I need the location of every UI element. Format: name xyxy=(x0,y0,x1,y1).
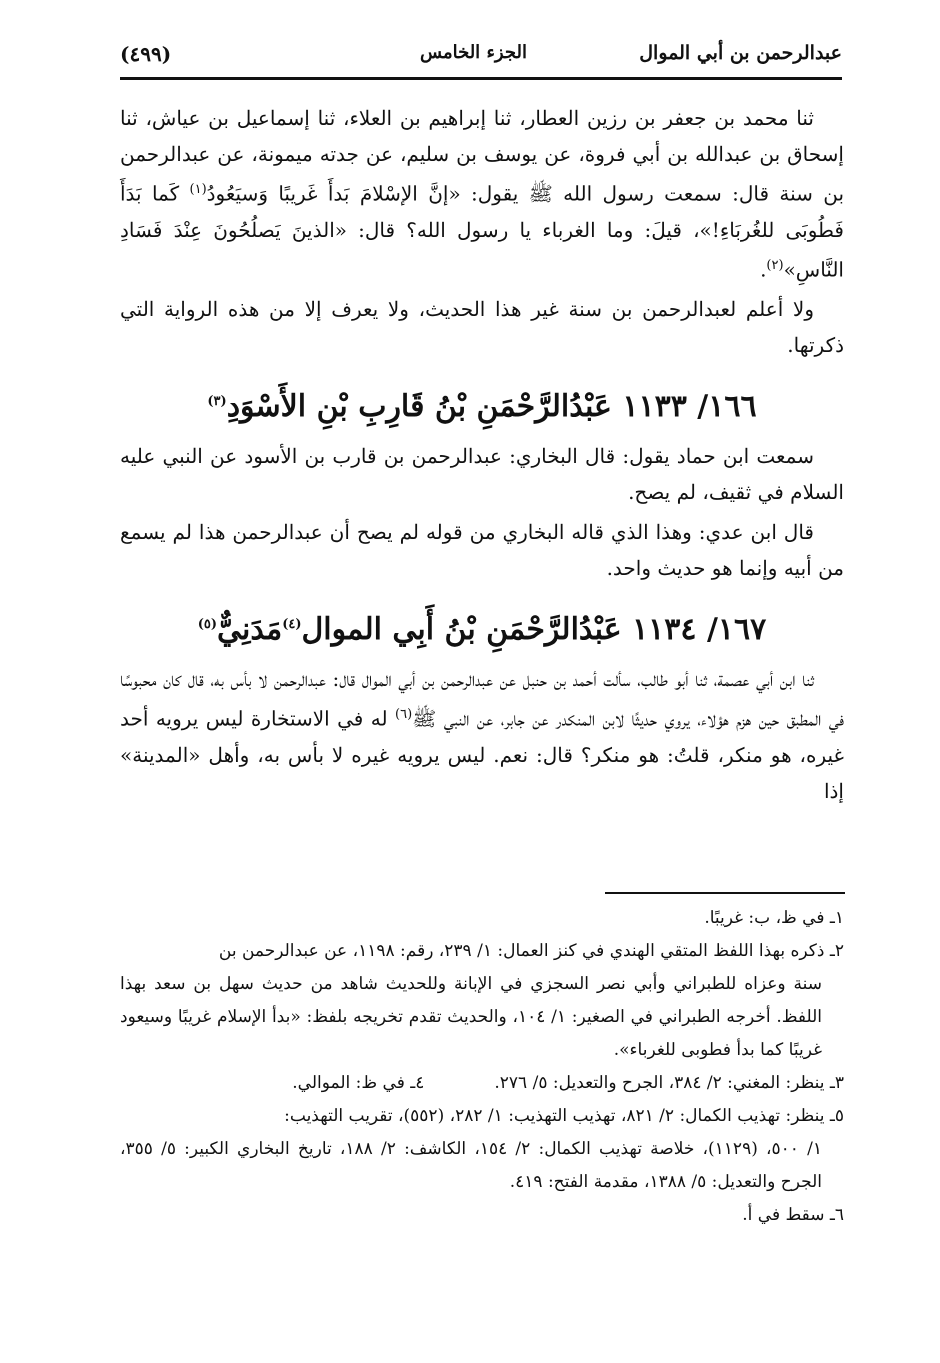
footnote-3: ٣ـ ينظر: المغني: ٢/ ٣٨٤، الجرح والتعديل: ٥/ ٢٧٦. xyxy=(494,1073,844,1093)
header-volume: الجزء الخامس xyxy=(420,42,527,63)
footnote-ref-3: (٣) xyxy=(207,394,227,410)
paragraph-5-text-b: له في الاستخارة ليس يرويه أحد غيره، هو منكر، قلتُ: هو منكر؟ قال: نعم. ليس يرويه غيره لا بأس به، وأهل «المدينة» إذا xyxy=(120,706,844,803)
entry-heading-1133 xyxy=(120,377,844,432)
footnote-2-continued: سنة وعزاه للطبراني وأبي نصر السجزي في الإبانة وللحديث شاهد من حديث سهل بن سعد بهذا اللفظ. أخرجه الطبراني في الصغير: ١/ ١٠٤، والحديث تقدم تخريجه بلفظ: «بدأ الإسلام غريبًا وسيعود غريبًا كما بدأ فطوبى للغرباء». xyxy=(120,974,822,1060)
paragraph-1-text: ثنا محمد بن جعفر بن رزين العطار، ثنا إبراهيم بن العلاء، ثنا إسماعيل بن عياش، ثنا إسحاق بن عبدالله بن أبي فروة، عن يوسف بن سليم، عن جدته ميمونة، عن عبدالرحمن بن سنة قال: سمعت رسول الله ﷺ يقول: «إنَّ الإسْلامَ بَدأَ غَريبًا وَسيَعُودُ xyxy=(120,106,845,206)
entry-heading-1134 xyxy=(120,600,844,655)
footnote-ref-4: (٤) xyxy=(282,617,302,633)
header-rule xyxy=(120,77,842,80)
paragraph-1-end: . xyxy=(760,257,767,282)
footnote-ref-1: (١) xyxy=(189,182,207,197)
paragraph-1-text-b: كَما بَدَأَ فَطُوبَى للغُربَاءِ!»، قيلَ: وما الغرباء يا رسول الله؟ قال: «الذينَ يَصلُحُونَ عِنْدَ فَسَادِ النَّاسِ» xyxy=(120,181,844,282)
footnote-ref-2: (٢) xyxy=(766,257,784,273)
footnote-ref-5: (٥) xyxy=(197,617,218,633)
footnote-3-4-row xyxy=(120,1067,844,1100)
header-page-number: (٤٩٩) xyxy=(120,42,172,66)
main-text xyxy=(120,100,844,813)
entry-heading-1134-text: ١٦٧/ ١١٣٤ عَبْدُالرَّحْمَنِ بْنُ أَبِي الموال xyxy=(301,612,767,648)
footnote-2: ٢ـ ذكره بهذا اللفظ المتقي الهندي في كنز العمال: ١/ ٢٣٩، رقم: ١١٩٨، عن عبدالرحمن بن xyxy=(218,941,844,961)
entry-heading-1134-origin: مَدَنِيٌّ xyxy=(217,612,283,648)
paragraph-2: ولا أعلم لعبدالرحمن بن سنة غير هذا الحديث، ولا يعرف إلا من هذه الرواية التي ذكرتها. xyxy=(120,297,844,358)
footnote-separator xyxy=(605,892,845,894)
footnotes xyxy=(120,902,844,1232)
paragraph-5 xyxy=(120,661,844,809)
entry-heading-1133-text: ١٦٦/ ١١٣٣ عَبْدُالرَّحْمَنِ بْنُ قَارِبِ بْنِ الأَسْوَدِ xyxy=(226,389,757,425)
paragraph-4: قال ابن عدي: وهذا الذي قاله البخاري من قوله لم يصح أن عبدالرحمن هذا لم يسمع من أبيه وإنما هو حديث واحد. xyxy=(120,520,844,581)
paragraph-5-text: ثنا ابن أبي عصمة، ثنا أبو طالب، سألت أحمد بن حنبل عن عبدالرحمن بن أبي الموال قال: عبدالرحمن لا بأس به، قال كان محبوسًا في المطبق حين هزم هؤلاء، يروي حديثًا لابن المنكدر عن جابر، عن النبي ﷺ xyxy=(120,667,844,731)
paragraph-1 xyxy=(120,100,844,287)
footnote-5: ٥ـ ينظر: تهذيب الكمال: ٢/ ٨٢١، تهذيب التهذيب: ١/ ٢٨٢، (٥٥٢)، تقريب التهذيب: xyxy=(284,1106,844,1126)
running-header xyxy=(120,34,842,74)
footnote-1: ١ـ في ظ، ب: غريبًا. xyxy=(704,908,844,928)
footnote-5-continued: ١/ ٥٠٠، (١١٢٩)، خلاصة تهذيب الكمال: ٢/ ١٥٤، الكاشف: ٢/ ١٨٨، تاريخ البخاري الكبير: ٥/ ٣٥٥، الجرح والتعديل: ٥/ ١٣٨٨، مقدمة الفتح: ٤١٩. xyxy=(120,1139,822,1192)
footnote-4: ٤ـ في ظ: الموالي. xyxy=(292,1073,425,1093)
header-author-title: عبدالرحمن بن أبي الموال xyxy=(639,42,842,64)
paragraph-3: سمعت ابن حماد يقول: قال البخاري: عبدالرحمن بن قارب بن الأسود عن النبي عليه السلام في ثقيف، لم يصح. xyxy=(120,444,844,505)
footnote-6: ٦ـ سقط في أ. xyxy=(742,1205,844,1225)
footnote-ref-6: (٦) xyxy=(395,707,413,723)
